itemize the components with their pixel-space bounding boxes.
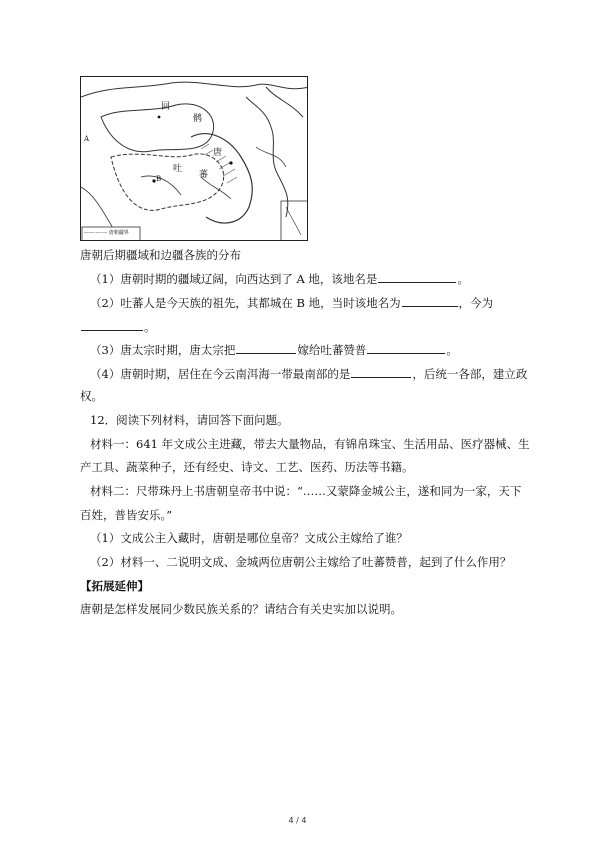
map-legend: ——·—·— 唐朝疆界 bbox=[84, 230, 129, 236]
map-label-b: B bbox=[156, 175, 162, 183]
historical-map bbox=[80, 76, 308, 241]
question-3-mid: 嫁给吐蕃赞普 bbox=[297, 343, 367, 357]
material-2-line-1: 材料二：尺带珠丹上书唐朝皇帝书中说：“……又蒙降金城公主，遂和同为一家，天下 bbox=[90, 484, 522, 498]
question-3 bbox=[90, 342, 458, 358]
map-caption: 唐朝后期疆域和边疆各族的分布 bbox=[80, 248, 241, 262]
answer-blank-2a[interactable] bbox=[402, 295, 458, 307]
question-3-text: （3）唐太宗时期，唐太宗把 bbox=[90, 343, 236, 357]
answer-blank-3a[interactable] bbox=[236, 342, 296, 354]
question-2 bbox=[90, 295, 493, 311]
question-1-text: （1）唐朝时期的疆域辽阔，向西达到了 A 地，该地名是 bbox=[90, 272, 378, 286]
material-1-line-2: 产工具、蔬菜种子，还有经史、诗文、工艺、医药、历法等书籍。 bbox=[80, 460, 414, 474]
material-2-line-2: 百姓，普皆安乐。” bbox=[80, 508, 173, 522]
extension-question: 唐朝是怎样发展同少数民族关系的？请结合有关史实加以说明。 bbox=[80, 602, 402, 616]
question-4 bbox=[90, 366, 527, 382]
question-1 bbox=[90, 271, 469, 287]
question-12-sub-1: （1）文成公主入藏时，唐朝是哪位皇帝？文成公主嫁给了谁？ bbox=[90, 531, 408, 545]
map-label-huihu-1: 回 bbox=[161, 102, 171, 112]
map-label-tang: 唐 bbox=[213, 148, 223, 158]
question-1-end: 。 bbox=[457, 272, 469, 286]
question-2-text: （2）吐蕃人是今天族的祖先，其都城在 B 地，当时该地名为 bbox=[90, 296, 401, 310]
question-4-mid: ，后统一各部，建立政 bbox=[412, 367, 528, 381]
map-label-tu: 吐 bbox=[173, 164, 183, 174]
map-label-huihu-2: 鹘 bbox=[193, 114, 203, 124]
question-4-text: （4）唐朝时期，居住在今云南洱海一带最南部的是 bbox=[90, 367, 351, 381]
map-label-a: A bbox=[84, 135, 90, 143]
map-label-fan: 蕃 bbox=[199, 170, 209, 180]
question-2-continuation bbox=[80, 319, 156, 335]
extension-heading: 【拓展延伸】 bbox=[80, 579, 149, 593]
question-12-title: 12．阅读下列材料，请回答下面问题。 bbox=[90, 413, 289, 427]
page-number: 4 / 4 bbox=[288, 816, 307, 825]
answer-blank-3b[interactable] bbox=[367, 342, 445, 354]
material-1-line-1: 材料一：641 年文成公主进藏，带去大量物品，有锦帛珠宝、生活用品、医疗器械、生 bbox=[90, 437, 530, 451]
question-2-mid: ，今为 bbox=[458, 296, 494, 310]
question-4-continuation: 权。 bbox=[80, 389, 103, 403]
question-12-sub-2: （2）材料一、二说明文成、金城两位唐朝公主嫁给了吐蕃赞普，起到了什么作用？ bbox=[90, 555, 512, 569]
question-2-end: 。 bbox=[144, 320, 156, 334]
answer-blank-4[interactable] bbox=[351, 366, 411, 378]
answer-blank-1[interactable] bbox=[378, 271, 456, 283]
answer-blank-2b[interactable] bbox=[81, 319, 143, 331]
map-drawing bbox=[81, 77, 308, 241]
question-3-end: 。 bbox=[446, 343, 458, 357]
